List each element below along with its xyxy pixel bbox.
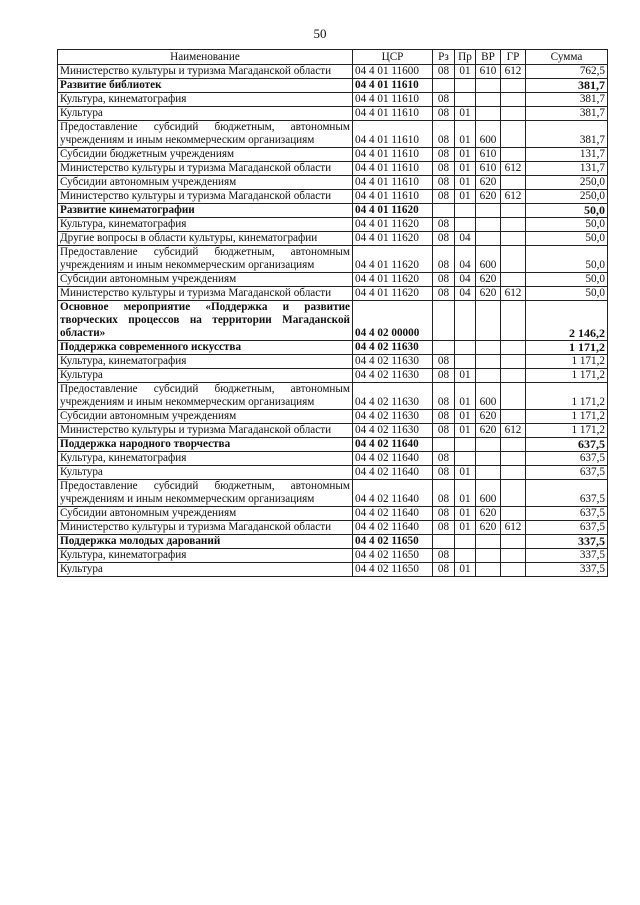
cell-pr [455,301,476,341]
cell-rz: 08 [433,162,455,176]
cell-gr [501,480,526,507]
cell-gr [501,204,526,218]
cell-gr: 612 [501,162,526,176]
table-row [58,148,608,162]
table-row [58,273,608,287]
cell-vr: 600 [476,121,501,148]
table-row [58,521,608,535]
cell-vr: 610 [476,148,501,162]
cell-vr [476,466,501,480]
cell-vr: 600 [476,480,501,507]
cell-csr: 04 4 01 11620 [353,287,433,301]
cell-csr: 04 4 01 11610 [353,79,433,93]
cell-rz: 08 [433,466,455,480]
table-row [58,204,608,218]
cell-sum: 637,5 [526,507,608,521]
cell-pr: 04 [455,246,476,273]
cell-gr [501,301,526,341]
cell-rz: 08 [433,563,455,577]
cell-pr: 01 [455,190,476,204]
cell-gr [501,563,526,577]
cell-gr [501,121,526,148]
header-row [58,50,608,65]
cell-pr: 01 [455,148,476,162]
cell-pr [455,355,476,369]
table-row [58,93,608,107]
header-pr: Пр [455,50,476,65]
cell-csr: 04 4 02 11630 [353,424,433,438]
cell-pr: 04 [455,287,476,301]
table-row [58,107,608,121]
cell-gr [501,383,526,410]
cell-rz: 08 [433,190,455,204]
cell-csr: 04 4 02 11650 [353,549,433,563]
cell-name: Субсидии автономным учреждениям [58,410,353,424]
cell-pr [455,79,476,93]
budget-table [57,49,608,577]
cell-gr: 612 [501,190,526,204]
cell-name: Субсидии автономным учреждениям [58,507,353,521]
cell-rz: 08 [433,369,455,383]
table-row [58,232,608,246]
cell-vr: 620 [476,287,501,301]
cell-name: Культура, кинематография [58,218,353,232]
cell-rz: 08 [433,480,455,507]
cell-sum: 250,0 [526,176,608,190]
cell-gr: 612 [501,287,526,301]
cell-pr: 01 [455,369,476,383]
cell-name: Культура, кинематография [58,93,353,107]
table-row [58,190,608,204]
cell-csr: 04 4 01 11610 [353,93,433,107]
cell-vr: 610 [476,162,501,176]
cell-name: Культура [58,369,353,383]
cell-gr [501,232,526,246]
cell-sum: 637,5 [526,480,608,507]
cell-csr: 04 4 01 11620 [353,204,433,218]
cell-csr: 04 4 01 11610 [353,121,433,148]
cell-gr [501,246,526,273]
cell-sum: 637,5 [526,521,608,535]
table-row [58,162,608,176]
cell-name: Министерство культуры и туризма Магаданской области [58,65,353,79]
cell-pr: 01 [455,480,476,507]
cell-name: Министерство культуры и туризма Магаданской области [58,190,353,204]
cell-vr: 600 [476,246,501,273]
cell-rz: 08 [433,121,455,148]
cell-rz: 08 [433,383,455,410]
cell-rz: 08 [433,232,455,246]
cell-name: Культура, кинематография [58,549,353,563]
cell-name: Культура [58,107,353,121]
cell-name: Предоставление субсидий бюджетным, автономным учреждениям и иным некоммерческим организациям [58,480,353,507]
cell-rz: 08 [433,549,455,563]
header-vr: ВР [476,50,501,65]
cell-pr [455,438,476,452]
cell-pr: 01 [455,162,476,176]
cell-csr: 04 4 02 11630 [353,355,433,369]
cell-csr: 04 4 01 11610 [353,176,433,190]
cell-name: Поддержка современного искусства [58,341,353,355]
cell-gr [501,507,526,521]
cell-vr: 620 [476,176,501,190]
table-body [58,65,608,577]
cell-rz: 08 [433,287,455,301]
cell-gr [501,355,526,369]
cell-vr [476,355,501,369]
cell-name: Предоставление субсидий бюджетным, автономным учреждениям и иным некоммерческим организациям [58,121,353,148]
table-row [58,410,608,424]
cell-csr: 04 4 02 11640 [353,507,433,521]
cell-sum: 50,0 [526,204,608,218]
cell-csr: 04 4 02 11630 [353,369,433,383]
cell-rz [433,301,455,341]
cell-gr: 612 [501,424,526,438]
cell-sum: 1 171,2 [526,355,608,369]
cell-sum: 762,5 [526,65,608,79]
cell-vr: 620 [476,521,501,535]
cell-sum: 381,7 [526,79,608,93]
table-row [58,301,608,341]
cell-name: Развитие библиотек [58,79,353,93]
header-gr: ГР [501,50,526,65]
cell-sum: 337,5 [526,535,608,549]
cell-vr: 610 [476,65,501,79]
cell-rz: 08 [433,452,455,466]
cell-pr: 04 [455,273,476,287]
cell-rz: 08 [433,507,455,521]
cell-name: Другие вопросы в области культуры, кинематографии [58,232,353,246]
cell-vr: 620 [476,424,501,438]
cell-vr [476,93,501,107]
cell-sum: 1 171,2 [526,369,608,383]
cell-name: Культура [58,563,353,577]
cell-rz: 08 [433,107,455,121]
cell-sum: 1 171,2 [526,424,608,438]
cell-sum: 1 171,2 [526,410,608,424]
cell-csr: 04 4 02 11650 [353,563,433,577]
cell-name: Министерство культуры и туризма Магаданской области [58,287,353,301]
cell-rz [433,438,455,452]
cell-csr: 04 4 02 11640 [353,466,433,480]
table-row [58,176,608,190]
cell-pr: 01 [455,176,476,190]
cell-vr [476,549,501,563]
cell-vr: 620 [476,410,501,424]
cell-csr: 04 4 01 11610 [353,107,433,121]
table-row [58,549,608,563]
table-row [58,480,608,507]
cell-sum: 50,0 [526,287,608,301]
table-row [58,355,608,369]
cell-csr: 04 4 02 11640 [353,438,433,452]
table-row [58,466,608,480]
cell-pr: 01 [455,410,476,424]
cell-rz [433,341,455,355]
cell-vr [476,452,501,466]
cell-name: Субсидии бюджетным учреждениям [58,148,353,162]
cell-csr: 04 4 02 11650 [353,535,433,549]
cell-vr: 600 [476,383,501,410]
cell-gr [501,452,526,466]
cell-vr [476,563,501,577]
cell-csr: 04 4 02 11640 [353,521,433,535]
cell-gr [501,549,526,563]
cell-gr [501,535,526,549]
cell-gr [501,93,526,107]
cell-gr [501,218,526,232]
cell-sum: 637,5 [526,438,608,452]
cell-vr [476,232,501,246]
cell-pr: 01 [455,107,476,121]
table-row [58,507,608,521]
cell-sum: 381,7 [526,93,608,107]
cell-csr: 04 4 01 11620 [353,246,433,273]
cell-vr: 620 [476,273,501,287]
cell-csr: 04 4 01 11620 [353,273,433,287]
table-row [58,452,608,466]
cell-sum: 381,7 [526,107,608,121]
cell-rz: 08 [433,176,455,190]
cell-rz [433,535,455,549]
cell-gr [501,79,526,93]
cell-csr: 04 4 01 11610 [353,162,433,176]
cell-vr [476,301,501,341]
cell-name: Предоставление субсидий бюджетным, автономным учреждениям и иным некоммерческим организациям [58,246,353,273]
cell-vr [476,341,501,355]
header-csr: ЦСР [353,50,433,65]
cell-sum: 1 171,2 [526,383,608,410]
cell-gr [501,466,526,480]
cell-csr: 04 4 01 11600 [353,65,433,79]
cell-sum: 50,0 [526,232,608,246]
cell-rz [433,79,455,93]
cell-csr: 04 4 02 11630 [353,341,433,355]
cell-gr [501,438,526,452]
cell-csr: 04 4 01 11610 [353,148,433,162]
cell-sum: 381,7 [526,121,608,148]
cell-gr [501,148,526,162]
cell-rz: 08 [433,65,455,79]
cell-rz: 08 [433,521,455,535]
cell-pr: 01 [455,563,476,577]
cell-csr: 04 4 01 11620 [353,232,433,246]
cell-csr: 04 4 02 11630 [353,383,433,410]
cell-sum: 1 171,2 [526,341,608,355]
header-rz: Рз [433,50,455,65]
cell-sum: 637,5 [526,452,608,466]
cell-pr: 01 [455,383,476,410]
cell-vr: 620 [476,507,501,521]
cell-rz: 08 [433,273,455,287]
cell-pr [455,204,476,218]
cell-pr: 04 [455,232,476,246]
cell-sum: 131,7 [526,148,608,162]
table-row [58,287,608,301]
cell-sum: 50,0 [526,246,608,273]
cell-csr: 04 4 01 11620 [353,218,433,232]
cell-csr: 04 4 02 11640 [353,480,433,507]
table-row [58,341,608,355]
table-row [58,369,608,383]
cell-pr [455,452,476,466]
cell-pr: 01 [455,424,476,438]
header-name: Наименование [58,50,353,65]
cell-vr [476,107,501,121]
cell-sum: 131,7 [526,162,608,176]
cell-sum: 637,5 [526,466,608,480]
table-row [58,65,608,79]
cell-gr [501,107,526,121]
cell-vr [476,438,501,452]
cell-pr: 01 [455,65,476,79]
cell-name: Поддержка народного творчества [58,438,353,452]
cell-gr: 612 [501,521,526,535]
cell-gr [501,176,526,190]
cell-csr: 04 4 01 11610 [353,190,433,204]
cell-pr [455,218,476,232]
table-row [58,121,608,148]
cell-sum: 337,5 [526,549,608,563]
cell-vr [476,218,501,232]
cell-rz: 08 [433,355,455,369]
cell-rz: 08 [433,218,455,232]
cell-rz: 08 [433,93,455,107]
cell-rz: 08 [433,424,455,438]
cell-csr: 04 4 02 11630 [353,410,433,424]
table-row [58,535,608,549]
cell-vr [476,369,501,383]
cell-rz: 08 [433,148,455,162]
cell-pr [455,549,476,563]
cell-gr [501,410,526,424]
table-row [58,424,608,438]
cell-sum: 2 146,2 [526,301,608,341]
cell-name: Министерство культуры и туризма Магаданской области [58,521,353,535]
cell-name: Министерство культуры и туризма Магаданской области [58,424,353,438]
table-row [58,246,608,273]
cell-sum: 50,0 [526,218,608,232]
cell-name: Развитие кинематографии [58,204,353,218]
cell-rz: 08 [433,246,455,273]
cell-vr [476,79,501,93]
table-row [58,438,608,452]
cell-name: Культура, кинематография [58,452,353,466]
table-row [58,383,608,410]
cell-name: Министерство культуры и туризма Магаданской области [58,162,353,176]
cell-name: Культура, кинематография [58,355,353,369]
cell-name: Поддержка молодых дарований [58,535,353,549]
cell-name: Основное мероприятие «Поддержка и развитие творческих процессов на территории Магаданской области» [58,301,353,341]
table-row [58,563,608,577]
cell-pr: 01 [455,466,476,480]
cell-csr: 04 4 02 00000 [353,301,433,341]
cell-pr: 01 [455,521,476,535]
cell-sum: 50,0 [526,273,608,287]
cell-pr [455,535,476,549]
cell-pr: 01 [455,121,476,148]
page-number: 50 [313,26,327,41]
cell-name: Культура [58,466,353,480]
cell-gr [501,369,526,383]
cell-vr [476,535,501,549]
cell-gr: 612 [501,65,526,79]
cell-pr [455,93,476,107]
cell-name: Субсидии автономным учреждениям [58,176,353,190]
cell-vr [476,204,501,218]
header-sum: Сумма [526,50,608,65]
cell-name: Предоставление субсидий бюджетным, автономным учреждениям и иным некоммерческим организациям [58,383,353,410]
cell-gr [501,341,526,355]
cell-csr: 04 4 02 11640 [353,452,433,466]
cell-rz: 08 [433,410,455,424]
cell-rz [433,204,455,218]
table-row [58,79,608,93]
cell-vr: 620 [476,190,501,204]
table-row [58,218,608,232]
cell-pr [455,341,476,355]
cell-sum: 337,5 [526,563,608,577]
cell-gr [501,273,526,287]
cell-pr: 01 [455,507,476,521]
cell-sum: 250,0 [526,190,608,204]
cell-name: Субсидии автономным учреждениям [58,273,353,287]
